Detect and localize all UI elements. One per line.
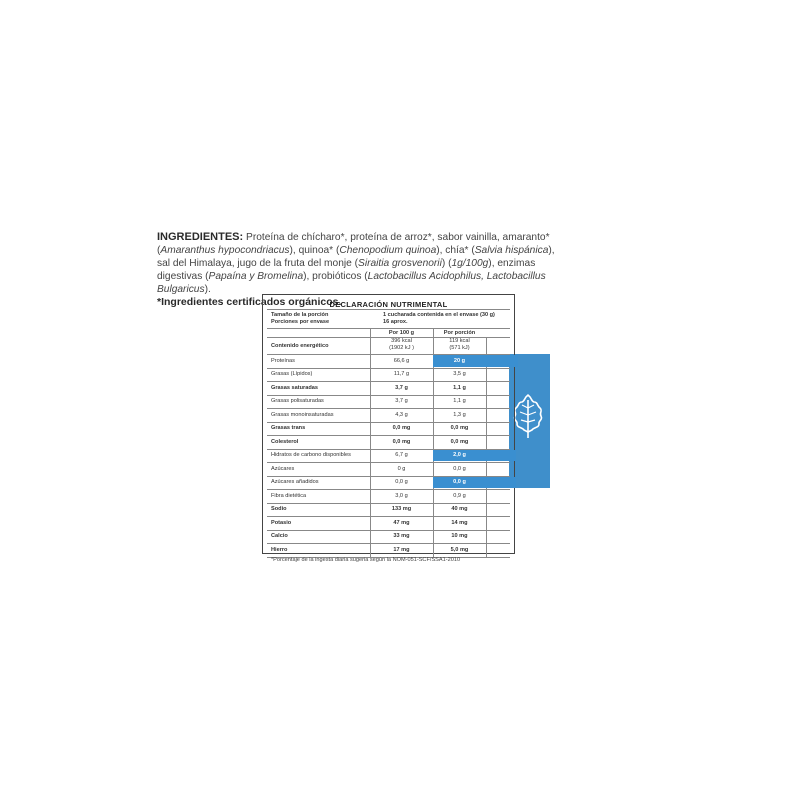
- nutrient-per-portion: 5,0 mg: [450, 546, 469, 553]
- nutrient-per-100g: 0,0 mg: [392, 425, 411, 431]
- nutrient-per-100g: 4,3 g: [395, 411, 408, 418]
- energy-portion-kcal: 119 kcal: [449, 338, 470, 344]
- energy-label: Contenido energético: [271, 343, 329, 349]
- ingredient-scientific-name: Salvia hispánica: [474, 245, 549, 256]
- divider: [267, 503, 510, 504]
- nutrient-name: Hierro: [271, 546, 288, 553]
- nutrient-per-100g: 0 g: [397, 465, 406, 472]
- nutrient-per-100g: 3,7 g: [395, 384, 408, 391]
- nutrient-per-portion: 0,9 g: [453, 492, 466, 499]
- nutrient-per-portion: 2,0 g: [453, 452, 466, 458]
- nutrient-per-100g: 6,7 g: [395, 452, 408, 458]
- nutrient-per-portion: 3,5 g: [453, 371, 466, 377]
- nutrient-name: Grasas trans: [271, 425, 306, 431]
- divider: [267, 395, 510, 396]
- ingredients-text: ), probióticos (: [303, 271, 368, 282]
- divider: [267, 422, 510, 423]
- nutrient-per-100g: 133 mg: [391, 506, 412, 512]
- divider: [267, 309, 510, 310]
- nutrient-name: Fibra dietética: [271, 492, 307, 499]
- nutrient-per-portion: 0,0 g: [453, 479, 466, 485]
- divider: [267, 435, 510, 436]
- divider: [267, 328, 510, 329]
- nutrient-name: Grasas saturadas: [271, 384, 318, 391]
- nutrition-title: DECLARACIÓN NUTRIMENTAL: [329, 300, 448, 309]
- ingredient-scientific-name: Amaranthus hypocondriacus: [160, 245, 290, 256]
- nutrient-per-100g: 3,0 g: [395, 492, 408, 499]
- ingredients-text: ), enzimas digestivas (: [157, 258, 536, 282]
- col-per-100g: Por 100 g: [388, 330, 415, 336]
- nutrient-per-portion: 20 g: [453, 357, 466, 364]
- ingredients-text: ), chía* (: [436, 245, 475, 256]
- nutrient-per-portion: 14 mg: [451, 519, 468, 526]
- nutrient-per-100g: 3,7 g: [395, 398, 408, 404]
- nutrient-name: Grasas (Lípidos): [271, 371, 313, 377]
- nutrient-per-100g: 66,6 g: [393, 357, 410, 364]
- nutrition-facts-table: [262, 294, 515, 554]
- organic-note: *Ingredientes certificados orgánicos.: [157, 296, 342, 308]
- ingredients-text: Proteína de chícharo*, proteína de arroz*, sabor vainilla, amaranto* (: [157, 232, 550, 256]
- divider: [267, 408, 510, 409]
- ingredient-scientific-name: Chenopodium quinoa: [339, 245, 437, 256]
- nutrient-name: Sodio: [271, 506, 287, 512]
- serving-size-label: Tamaño de la porción: [271, 312, 329, 318]
- ingredients-heading: INGREDIENTES:: [157, 231, 244, 243]
- divider: [267, 489, 510, 490]
- divider: [267, 530, 510, 531]
- ingredient-probiotics: Lactobacillus Acidophilus, Lactobacillus Bulgaricus: [157, 271, 546, 295]
- energy-100g-kj: (1902 kJ ): [389, 345, 414, 351]
- col-per-portion: Por porción: [443, 330, 476, 336]
- nutrient-per-portion: 0,0 mg: [450, 425, 469, 431]
- nutrient-name: Grasas polisaturadas: [271, 398, 324, 404]
- nutrient-per-100g: 17 mg: [393, 546, 410, 553]
- divider: [267, 368, 510, 369]
- nutrient-per-100g: 47 mg: [393, 519, 410, 526]
- ingredients-text: ) (: [441, 258, 452, 269]
- nutrient-per-portion: 0,0 g: [453, 465, 466, 472]
- nutrient-per-portion: 10 mg: [451, 533, 468, 539]
- servings-value: 16 aprox.: [383, 319, 408, 325]
- nutrient-name: Calcio: [271, 533, 288, 539]
- nutrient-per-portion: 1,1 g: [453, 384, 466, 391]
- kale-leaf-icon: [510, 392, 546, 442]
- energy-100g-kcal: 396 kcal: [391, 338, 412, 344]
- nutrient-per-portion: 40 mg: [451, 506, 468, 512]
- ingredient-enzymes: Papaína y Bromelina: [208, 271, 304, 282]
- nutrient-name: Hidratos de carbono disponibles: [271, 452, 351, 458]
- nutrient-name: Azúcares: [271, 465, 295, 472]
- nutrient-per-100g: 33 mg: [393, 533, 410, 539]
- divider: [267, 543, 510, 544]
- ingredients-text: ), sal del Himalaya, jugo de la fruta del monje (: [157, 245, 555, 269]
- nutrient-per-100g: 11,7 g: [393, 371, 410, 377]
- ingredient-ratio: 1g/100g: [451, 258, 489, 269]
- ingredients-text: ).: [204, 284, 211, 295]
- divider: [267, 462, 510, 463]
- nutrient-per-portion: 1,3 g: [453, 411, 466, 418]
- nutrient-per-portion: 1,1 g: [453, 398, 466, 404]
- nutrient-per-100g: 0,0 mg: [392, 438, 411, 445]
- nutrient-per-portion: 0,0 mg: [450, 438, 469, 445]
- servings-label: Porciones por envase: [271, 319, 330, 325]
- nutrient-per-100g: 0,0 g: [395, 479, 408, 485]
- nutrient-name: Colesterol: [271, 438, 299, 445]
- ingredient-scientific-name: Siraitia grosvenorii: [358, 258, 442, 269]
- energy-portion-kj: (571 kJ): [449, 345, 470, 351]
- divider: [267, 381, 510, 382]
- ingredients-text: ), quinoa* (: [289, 245, 340, 256]
- serving-size-value: 1 cucharada contenida en el envase (30 g): [383, 312, 495, 318]
- footnote: *Porcentaje de la ingesta diaria sugeria según la NOM-051-SCF/SSA1-2010: [271, 557, 461, 563]
- nutrient-name: Azúcares añadidos: [271, 479, 319, 485]
- nutrient-name: Proteínas: [271, 357, 295, 364]
- nutrient-name: Grasas monoinsaturadas: [271, 411, 334, 418]
- column-divider: [486, 337, 487, 557]
- nutrient-name: Potasio: [271, 519, 292, 526]
- divider: [267, 516, 510, 517]
